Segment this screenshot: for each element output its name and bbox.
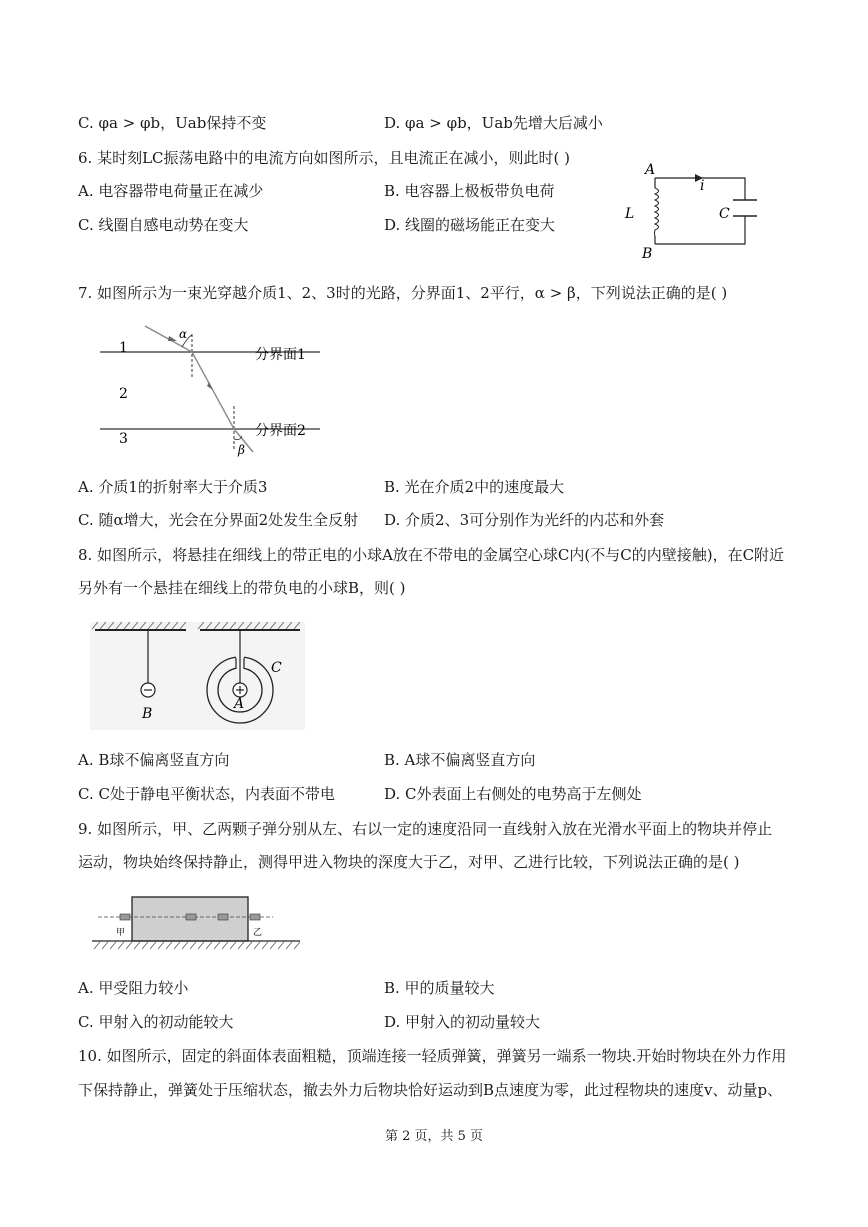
q9-option-c: C. 甲射入的初动能较大 [78,1013,234,1031]
q7-option-b: B. 光在介质2中的速度最大 [384,478,565,496]
q10-stem-line1: 10. 如图所示，固定的斜面体表面粗糙，顶端连接一轻质弹簧，弹簧另一端系一物块.开始时物块在外力作用 [78,1047,787,1065]
label-i: i [700,178,705,194]
interface-2-label: 分界面2 [255,423,306,439]
q7-option-c: C. 随α增大，光会在分界面2处发生全反射 [78,511,359,529]
label-jia: 甲 [116,928,126,938]
bullet-jia [120,914,130,920]
q9-option-b: B. 甲的质量较大 [384,979,495,997]
medium-2-label: 2 [119,386,128,402]
q7-option-a: A. 介质1的折射率大于介质3 [78,478,268,496]
q8-option-d: D. C外表面上右侧处的电势高于左侧处 [384,785,642,803]
q9-stem-line2: 运动，物块始终保持静止，测得甲进入物块的深度大于乙，对甲、乙进行比较，下列说法正确的是( ) [78,853,740,871]
q5-option-c: C. φa > φb，Uab保持不变 [78,114,267,132]
label-B: B [642,246,653,262]
q9-option-d: D. 甲射入的初动量较大 [384,1013,541,1031]
q6-option-b: B. 电容器上极板带负电荷 [384,182,555,200]
medium-3-label: 3 [119,431,128,447]
q10-stem-line2: 下保持静止，弹簧处于压缩状态，撤去外力后物块恰好运动到B点速度为零，此过程物块的速度v、动量p、 [78,1081,783,1099]
label-A: A [645,162,656,178]
medium-1-label: 1 [119,340,128,356]
q8-option-b: B. A球不偏离竖直方向 [384,751,536,769]
label-L: L [625,206,635,222]
alpha-label: α [179,327,188,341]
q7-stem: 7. 如图所示为一束光穿越介质1、2、3时的光路，分界面1、2平行，α > β，下列说法正确的是( ) [78,284,728,302]
q9-option-a: A. 甲受阻力较小 [78,979,189,997]
bullet-yi [250,914,260,920]
q9-stem-line1: 9. 如图所示，甲、乙两颗子弹分别从左、右以一定的速度沿同一直线射入放在光滑水平面上的物块并停止 [78,820,773,838]
label-B: B [142,706,153,722]
q8-option-c: C. C处于静电平衡状态，内表面不带电 [78,785,335,803]
label-C: C [719,206,730,222]
q8-stem-line1: 8. 如图所示，将悬挂在细线上的带正电的小球A放在不带电的金属空心球C内(不与C的内壁接触)，在C附近 [78,546,785,564]
beta-label: β [238,443,245,457]
interface-1-label: 分界面1 [255,347,306,363]
label-C: C [271,660,282,676]
q6-option-d: D. 线圈的磁场能正在变大 [384,216,556,234]
q6-option-c: C. 线圈自感电动势在变大 [78,216,249,234]
q7-option-d: D. 介质2、3可分别作为光纤的内芯和外套 [384,511,665,529]
lc-circuit-figure [615,158,775,263]
page-footer: 第 2 页，共 5 页 [384,1129,484,1144]
q8-option-a: A. B球不偏离竖直方向 [78,751,230,769]
q8-stem-line2: 另外有一个悬挂在细线上的带负电的小球B，则( ) [78,579,406,597]
q6-stem: 6. 某时刻LC振荡电路中的电流方向如图所示，且电流正在减小，则此时( ) [78,149,570,167]
q5-option-d: D. φa > φb，Uab先增大后减小 [384,114,603,132]
light-path-figure [95,322,335,462]
label-A: A [234,696,245,712]
label-yi: 乙 [253,928,263,938]
bullet-block-figure [88,895,303,950]
q6-option-a: A. 电容器带电荷量正在减少 [78,182,264,200]
charged-sphere-figure [90,622,305,730]
